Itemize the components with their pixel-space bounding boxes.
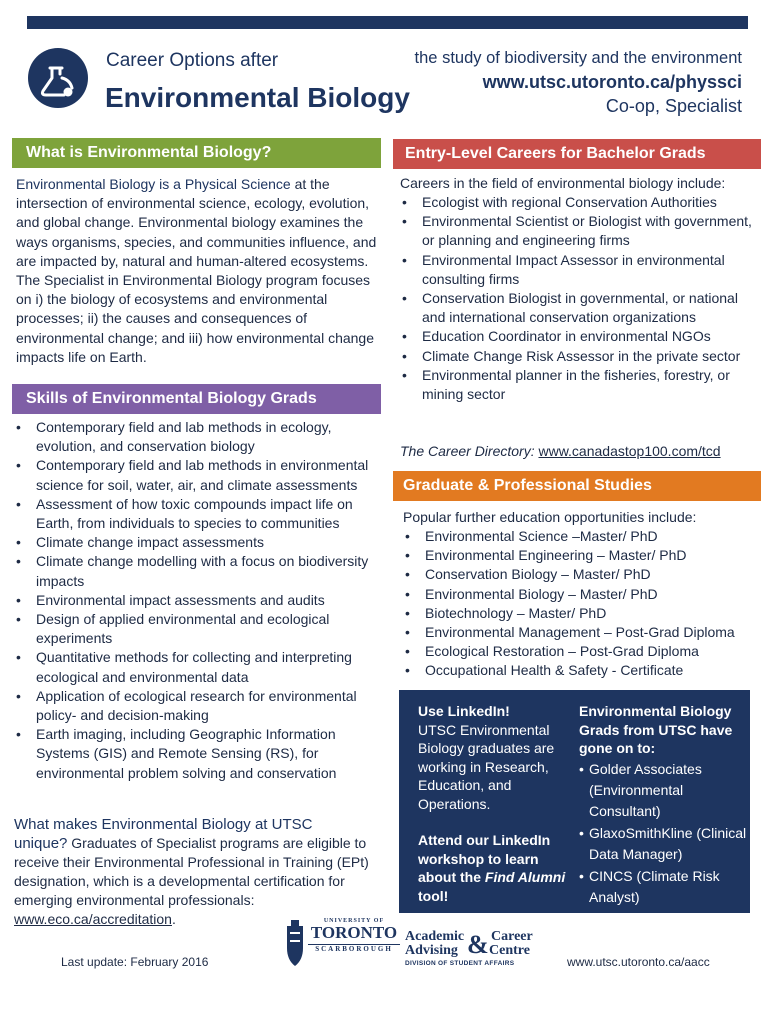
grad-list-item: • Conservation Biology – Master/ PhD [403,565,765,584]
unique-heading: What makes Environmental Biology at UTSC [14,816,313,833]
grad-heading: Graduate & Professional Studies [393,471,761,501]
skills-list-item: • Assessment of how toxic compounds impact life on Earth, from individuals to species to communities [14,495,388,533]
skills-list-item: • Climate change modelling with a focus on biodiversity impacts [14,552,388,590]
aacc-career: Career [491,929,533,944]
what-is-heading: What is Environmental Biology? [12,138,381,168]
attend-find-alumni: Find Alumni [484,869,566,885]
alumni-list-item [579,866,749,908]
skills-list [14,418,388,783]
bullet-icon: • [579,867,584,884]
top-rule [27,16,748,29]
what-is-lead: Environmental Biology is a Physical Science [16,176,291,192]
grad-list-item: • Environmental Management – Post-Grad Diploma [403,623,765,642]
uoft-big: TORONTO [310,923,398,942]
careers-list-item: • Conservation Biologist in governmental, or national and international conservation organizations [400,289,762,327]
aacc-advising: Advising [405,943,458,958]
unique-section [14,815,386,929]
accreditation-link[interactable]: www.eco.ca/accreditation [14,911,172,927]
grad-list [403,527,765,681]
career-directory [400,442,760,461]
aacc-division: DIVISION OF STUDENT AFFAIRS [405,960,515,967]
careers-list-item: • Climate Change Risk Assessor in the private sector [400,347,762,366]
header-url-link[interactable]: www.utsc.utoronto.ca/physsci [482,72,742,92]
aacc-logo [405,930,535,970]
unique-heading-2: unique? [14,835,68,852]
skills-list-item: • Environmental impact assessments and audits [14,591,388,610]
grad-list-item: • Biotechnology – Master/ PhD [403,604,765,623]
bullet-icon: • [579,760,584,777]
skills-list-item: • Design of applied environmental and ecological experiments [14,610,388,648]
skills-list-item: • Contemporary field and lab methods in ecology, evolution, and conservation biology [14,418,388,456]
header-subtitle: Career Options after [106,50,279,71]
last-update: Last update: February 2016 [61,955,209,969]
linkedin-box [399,690,750,913]
skills-list-item: • Earth imaging, including Geographic Information Systems (GIS) and Remote Sensing (RS), for environmental problem solving and conservation [14,725,388,783]
grad-list-item: • Ecological Restoration – Post-Grad Diploma [403,642,765,661]
aacc-ampersand: & [467,930,489,959]
careers-list [400,193,762,404]
careers-list-item: • Environmental planner in the fisheries, forestry, or mining sector [400,366,762,404]
grad-list-item: • Environmental Science –Master/ PhD [403,527,765,546]
careers-list-item: • Education Coordinator in environmental NGOs [400,327,762,346]
careers-intro: Careers in the field of environmental biology include: [400,175,726,191]
linkedin-body: UTSC Environmental Biology graduates are working in Research, Education, and Operations. [418,721,555,812]
alumni-title: Environmental Biology Grads from UTSC have gone on to: [579,703,733,756]
skills-list-item: • Contemporary field and lab methods in environmental science for soil, water, air, and climate assessments [14,456,388,494]
linkedin-title: Use LinkedIn! [418,703,510,719]
attend-post: tool! [418,887,449,904]
what-is-body: at the intersection of environmental science, ecology, evolution, and global change. Environmental biology examines the ways organisms, species, and communities influence, and are impacted by, natural and human-altered ecosystems. The Specialist in Environmental Biology program focuses on i) the biology of ecosystems and environmental processes; ii) the causes and consequences of environmental change; and iii) how environmental change impacts life on Earth. [16,176,377,365]
skills-heading: Skills of Environmental Biology Grads [12,384,381,414]
grad-list-item: • Occupational Health & Safety - Certificate [403,661,765,680]
aacc-centre: Centre [489,943,530,958]
alumni-text: GlaxoSmithKline (Clinical Data Manager) [589,824,747,862]
flask-icon [28,48,88,108]
alumni-list-item [579,823,749,865]
careers-list-item: • Environmental Impact Assessor in environmental consulting firms [400,251,762,289]
alumni-list [579,759,749,908]
footer-url-link[interactable]: www.utsc.utoronto.ca/aacc [567,955,710,969]
uoft-campus: SCARBOROUGH [308,944,400,953]
aacc-academic: Academic [405,929,465,944]
bullet-icon: • [579,824,584,841]
skills-list-item: • Climate change impact assessments [14,533,388,552]
header-tagline: the study of biodiversity and the environment [414,49,742,67]
uoft-small: UNIVERSITY OF [323,918,385,924]
alumni-text: CINCS (Climate Risk Analyst) [589,867,720,905]
uoft-wordmark [308,918,400,953]
careers-list-item: • Environmental Scientist or Biologist with government, or planning and engineering firms [400,212,762,250]
unique-suffix: . [171,911,176,927]
grad-list-item: • Environmental Biology – Master/ PhD [403,585,765,604]
skills-list-item: • Application of ecological research for environmental policy- and decision-making [14,687,388,725]
header-programs: Co-op, Specialist [605,96,742,116]
career-directory-label: The Career Directory: [400,443,535,459]
grad-list-item: • Environmental Engineering – Master/ PhD [403,546,765,565]
alumni-text: Golder Associates (Environmental Consultant) [589,760,702,819]
careers-list-item: • Ecologist with regional Conservation Authorities [400,193,762,212]
what-is-text [16,175,378,367]
linkedin-attend[interactable] [418,831,570,905]
attend-pre: Attend our LinkedIn workshop to learn about the [418,832,551,885]
linkedin-column [418,702,570,905]
skills-list-item: • Quantitative methods for collecting and interpreting ecological and environmental data [14,648,388,686]
alumni-column [579,702,749,908]
grad-intro: Popular further education opportunities include: [403,509,697,525]
page-title: Environmental Biology [105,82,410,113]
career-directory-link[interactable]: www.canadastop100.com/tcd [538,443,721,459]
alumni-list-item [579,759,749,822]
university-crest-icon [285,918,305,968]
unique-body: Graduates of Specialist programs are eligible to receive their Environmental Professional in Training (EPt) designation, which is a developmental certification for emerging environmental professionals: [14,835,369,908]
careers-heading: Entry-Level Careers for Bachelor Grads [393,139,761,169]
